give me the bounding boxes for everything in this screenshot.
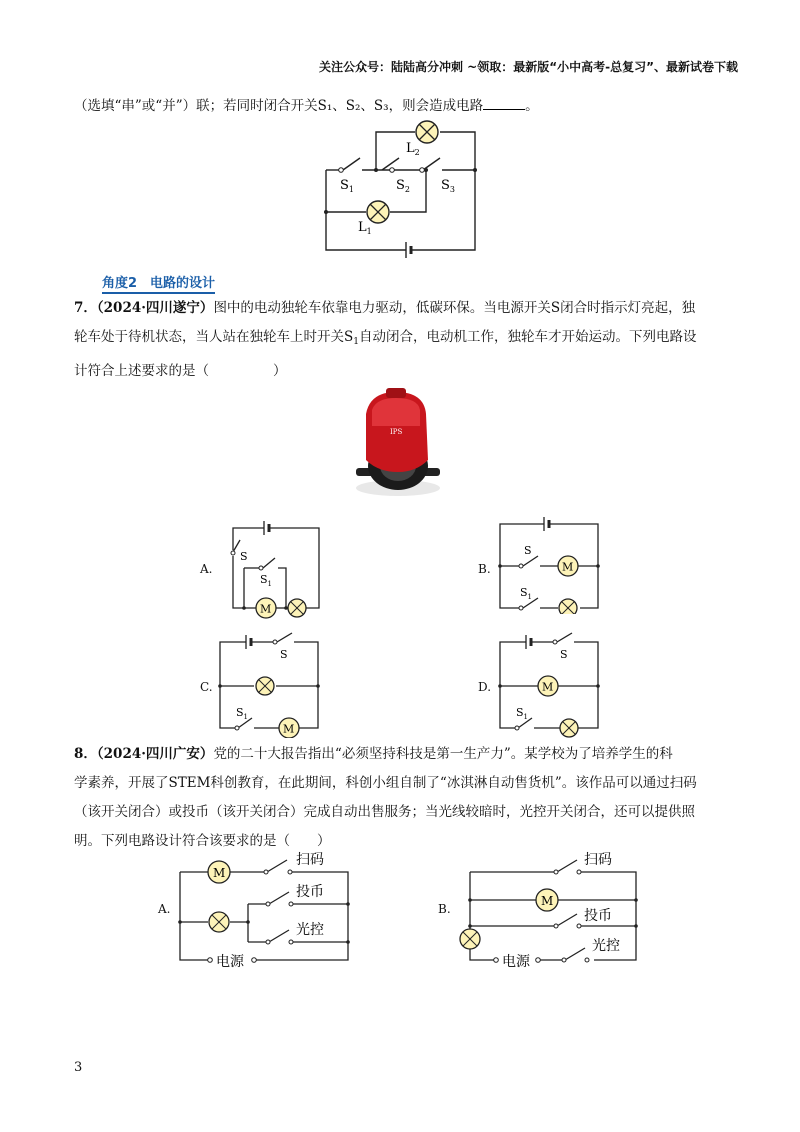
svg-text:S1: $S_1$ <box>340 178 354 194</box>
scan-switch-label: 扫码 <box>296 852 324 868</box>
svg-text:S2: $S_2$ <box>396 178 410 194</box>
section-title: 角度2 电路的设计 <box>102 272 215 294</box>
q7-option-d-circuit[interactable] <box>494 628 606 738</box>
lamp-icon <box>559 599 577 614</box>
answer-blank[interactable] <box>483 95 525 110</box>
q7-option-b-circuit[interactable] <box>494 512 606 614</box>
svg-text:L1: $L_1$ <box>358 220 372 236</box>
q7-line3a: 计 <box>74 363 88 379</box>
q7-option-c-circuit[interactable] <box>214 628 326 738</box>
q8-number: 8． <box>74 746 97 762</box>
question-continuation <box>74 92 726 121</box>
svg-text:S1: $S_1$ <box>520 586 533 601</box>
lamp-icon <box>209 912 229 932</box>
motor-icon <box>538 676 558 696</box>
q8-line4: 明。下列电路设计符合该要求的是（ ） <box>74 833 331 849</box>
svg-text:M: M <box>213 866 226 880</box>
motor-icon <box>536 889 558 911</box>
unicycle-logo-text: IPS <box>390 428 403 436</box>
q8-option-b-label: B. <box>438 902 451 916</box>
svg-text:S3: $S_3$ <box>441 178 455 194</box>
question-8 <box>74 740 726 856</box>
q7-option-d-label: D. <box>478 680 492 694</box>
electric-unicycle-image <box>346 386 446 502</box>
q7-line3b: 符 <box>87 363 101 379</box>
motor-icon <box>558 556 578 576</box>
lamp-icon <box>560 719 578 737</box>
q7-s1-symbol: S <box>344 329 354 345</box>
q7-line2a: 轮车处于待机状态，当人站在独轮车上时开关 <box>74 329 344 345</box>
q7-line1: 图中的电动独轮车依靠电力驱动，低碳环保。当电源开关S闭合时指示灯亮起，独 <box>213 300 696 316</box>
motor-icon <box>279 718 299 738</box>
coin-switch-label: 投币 <box>584 908 612 924</box>
svg-text:S: S <box>280 648 288 661</box>
q8-source: （2024·四川广安） <box>96 746 214 762</box>
q7-option-a-label: A. <box>200 562 213 576</box>
period: 。 <box>525 98 539 114</box>
q8-option-a-circuit[interactable] <box>172 846 358 970</box>
q7-option-b-label: B. <box>478 562 491 576</box>
q7-number: 7． <box>74 300 97 316</box>
q7-option-a-circuit[interactable] <box>220 518 330 620</box>
light-switch-label: 光控 <box>296 922 324 938</box>
light-switch-label: 光控 <box>592 938 620 954</box>
q7-line3c: 合上述要求的是（ <box>101 363 209 379</box>
lamp-icon <box>288 599 306 617</box>
power-label: 电源 <box>216 954 244 970</box>
lamp-l2-icon <box>416 121 438 143</box>
page-header: 关注公众号：陆陆高分冲刺 ~领取：最新版“小中高考-总复习”、最新试卷下载 <box>319 60 738 74</box>
svg-text:M: M <box>562 560 574 574</box>
q8-option-b-circuit[interactable] <box>454 846 644 970</box>
svg-text:S: S <box>240 550 248 563</box>
motor-icon <box>208 861 230 883</box>
svg-text:S1: $S_1$ <box>260 573 273 588</box>
svg-text:M: M <box>541 894 554 908</box>
svg-text:L2: $L_2$ <box>406 141 420 157</box>
q8-line1: 党的二十大报告指出“必须坚持科技是第一生产力”。某学校为了培养学生的科 <box>213 746 673 762</box>
power-label: 电源 <box>502 954 530 970</box>
svg-text:S: S <box>524 544 532 557</box>
lamp-icon <box>460 929 480 949</box>
page-number: 3 <box>74 1060 83 1075</box>
q7-source: （2024·四川遂宁） <box>96 300 214 316</box>
q8-option-a-label: A. <box>158 902 171 916</box>
lamp-l1-icon <box>367 201 389 223</box>
question-7 <box>74 294 726 386</box>
svg-text:S1: $S_1$ <box>236 706 249 721</box>
q8-line2: 学素养，开展了STEM科创教育，在此期间，科创小组自制了“冰淇淋自动售货机”。该作品可以通过扫码 <box>74 775 697 791</box>
continuation-text: （选填“串”或“并”）联；若同时闭合开关S₁、S₂、S₃，则会造成电路 <box>74 98 484 114</box>
svg-text:M: M <box>260 602 272 616</box>
q8-line3: （该开关闭合）或投币（该开关闭合）完成自动出售服务；当光线较暗时，光控开关闭合，还可以提供照 <box>74 804 695 820</box>
lamp-icon <box>256 677 274 695</box>
q7-line2b: 自动闭合，电动机工作，独轮车才开始运动。下列电路设 <box>358 329 697 345</box>
svg-text:M: M <box>283 722 295 736</box>
motor-icon <box>256 598 276 618</box>
svg-text:M: M <box>542 680 554 694</box>
circuit-diagram-1 <box>310 118 500 268</box>
q7-s1-sub: 1 <box>353 337 359 347</box>
scan-switch-label: 扫码 <box>584 852 612 868</box>
q7-line3d: ） <box>273 363 287 379</box>
coin-switch-label: 投币 <box>296 884 324 900</box>
q7-option-c-label: C. <box>200 680 213 694</box>
svg-text:S1: $S_1$ <box>516 706 529 721</box>
svg-text:S: S <box>560 648 568 661</box>
